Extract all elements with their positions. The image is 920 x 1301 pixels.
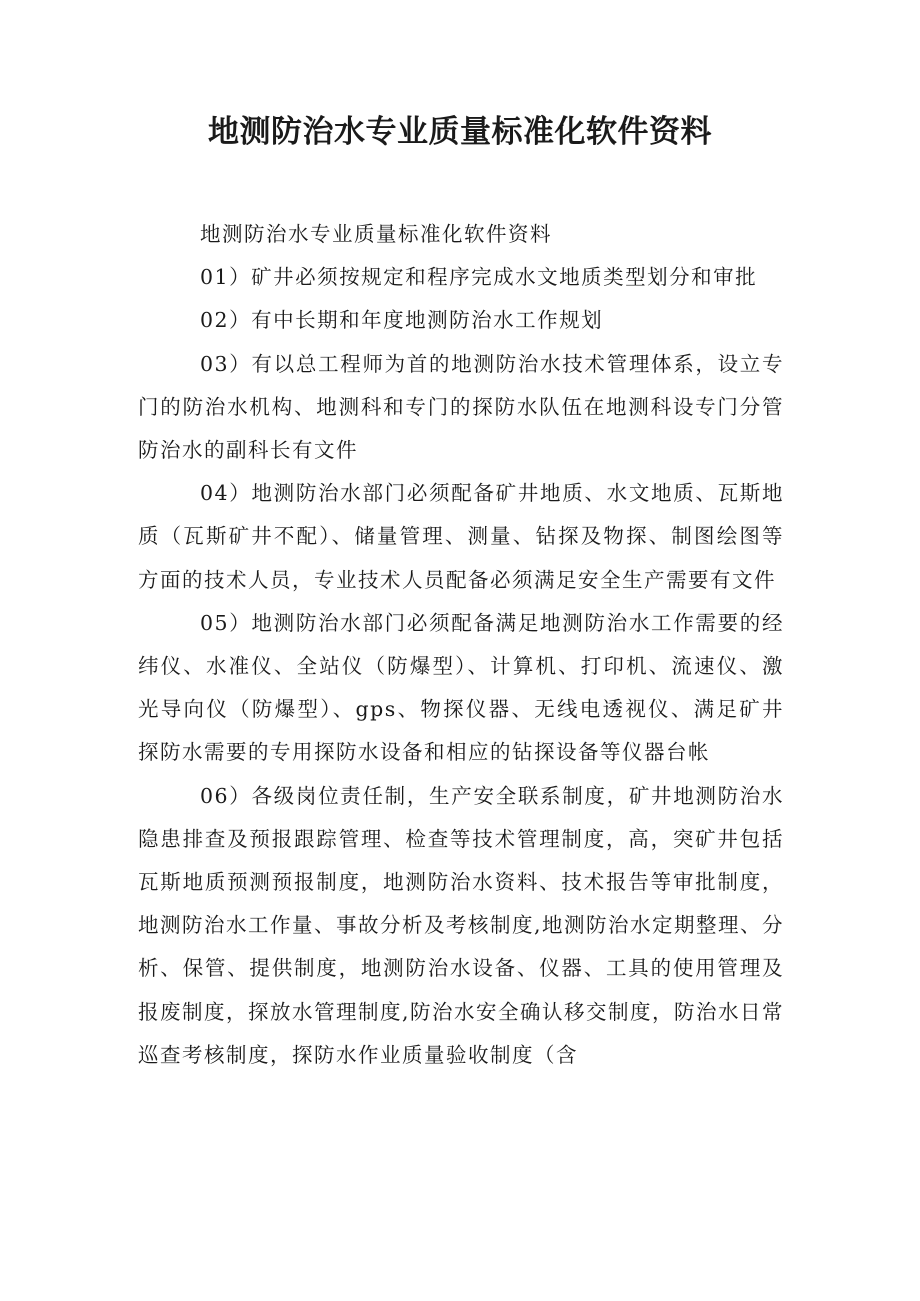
paragraph-item-04: 04）地测防治水部门必须配备矿井地质、水文地质、瓦斯地质（瓦斯矿井不配）、储量管理、测量、钻探及物探、制图绘图等方面的技术人员，专业技术人员配备必须满足安全生产需要有文件	[138, 481, 784, 592]
paragraph-subtitle: 地测防治水专业质量标准化软件资料	[200, 222, 552, 246]
paragraph-item-06: 06）各级岗位责任制，生产安全联系制度，矿井地测防治水隐患排查及预报跟踪管理、检查等技术管理制度，高，突矿井包括瓦斯地质预测预报制度，地测防治水资料、技术报告等审批制度，地测防治水工作量、事故分析及考核制度,地测防治水定期整理、分析、保管、提供制度，地测防治水设备、仪器、工具的使用管理及报废制度，探放水管理制度,防治水安全确认移交制度，防治水日常巡查考核制度，探防水作业质量验收制度（含	[138, 783, 785, 1067]
paragraph-item-02: 02）有中长期和年度地测防治水工作规划	[200, 308, 604, 333]
paragraph-item-05: 05）地测防治水部门必须配备满足地测防治水工作需要的经纬仪、水准仪、全站仪（防爆型）、计算机、打印机、流速仪、激光导向仪（防爆型）、gps、物探仪器、无线电透视仪、满足矿井探防水需要的专用探防水设备和相应的钻探设备等仪器台帐	[138, 610, 784, 765]
paragraph-item-03: 03）有以总工程师为首的地测防治水技术管理体系，设立专门的防治水机构、地测科和专门的探防水队伍在地测科设专门分管防治水的副科长有文件	[138, 351, 784, 463]
document-title: 地测防治水专业质量标准化软件资料	[208, 114, 712, 150]
paragraph-item-01: 01）矿井必须按规定和程序完成水文地质类型划分和审批	[200, 265, 758, 290]
document-body	[138, 213, 784, 1077]
